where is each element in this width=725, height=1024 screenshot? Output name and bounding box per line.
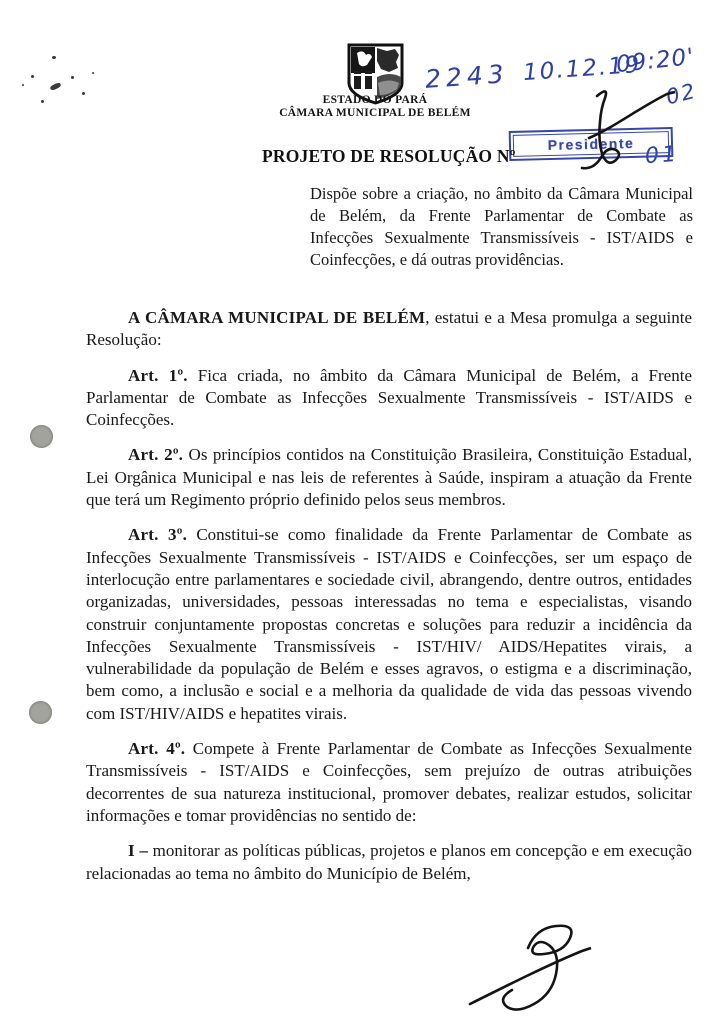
hole-punch-top: [30, 425, 53, 448]
article-1: Art. 1º. Fica criada, no âmbito da Câmara Municipal de Belém, a Frente Parlamentar de Combate as Infecções Sexualmente Transmissíveis - IST/AIDS e Coinfecções.: [86, 365, 692, 430]
preamble-paragraph: A CÂMARA MUNICIPAL DE BELÉM, estatui e a Mesa promulga a seguinte Resolução:: [86, 308, 693, 350]
handwritten-protocol-number: 2243: [424, 59, 510, 94]
resolution-body: [86, 307, 692, 898]
article-4: Art. 4º. Compete à Frente Parlamentar de Combate as Infecções Sexualmente Transmissíveis - IST/AIDS e Coinfecções, sem prejuízo de outras atribuições decorrentes de sua natureza institucional, promover debates, realizar estudos, solicitar informações e tomar providências no sentido de:: [86, 739, 692, 825]
presidente-stamp: [509, 127, 674, 161]
author-signature: [440, 920, 610, 1020]
handwritten-page-number: 02: [663, 78, 700, 110]
handwritten-stamp-note: 01: [644, 141, 680, 170]
header-chamber: CÂMARA MUNICIPAL DE BELÉM: [279, 107, 471, 119]
presidente-stamp-label: Presidente: [547, 134, 635, 154]
preamble-lead: A CÂMARA MUNICIPAL DE BELÉM: [128, 308, 426, 327]
header-state: ESTADO DO PARÁ: [322, 94, 428, 106]
handwritten-date: 10.12.19: [522, 51, 643, 87]
handwritten-time: 09:20': [614, 43, 696, 79]
article-3: Art. 3º. Constitui-se como finalidade da Frente Parlamentar de Combate as Infecções Sexualmente Transmissíveis - IST/AIDS e Coinfecções, ser um espaço de interlocução entre parlamentares e sociedade civil, abrangendo, dentre outros, entidades organizadas, universidades, pessoas interessadas no tema e especialistas, visando construir conjuntamente propostas concretas e soluções para reduzir a incidência da Infecções Sexualmente Transmissíveis - IST/HIV/ AIDS/Hepatites virais, a vulnerabilidade da população de Belém e esses agravos, o estigma e a discriminação, bem como, a inclusão e social e a melhoria da qualidade de vida das pessoas vivendo com IST/HIV/AIDS e hepatites virais.: [86, 525, 692, 723]
article-2: Art. 2º. Os princípios contidos na Constituição Brasileira, Constituição Estadual, Lei Orgânica Municipal e nas leis de referentes à Saúde, inspiram a atuação da Frente que terá um Regimento próprio definido pelos seus membros.: [86, 445, 692, 510]
document-header: [255, 94, 495, 120]
document-title: PROJETO DE RESOLUÇÃO Nº: [262, 146, 516, 166]
item-1: I – monitorar as políticas públicas, projetos e planos em concepção e em execução relacionadas ao tema no âmbito do Município de Belém,: [86, 841, 693, 883]
ementa: Dispõe sobre a criação, no âmbito da Câmara Municipal de Belém, da Frente Parlamentar de Combate as Infecções Sexualmente Transmissíveis - IST/AIDS e Coinfecções, e dá outras providências.: [310, 184, 693, 269]
hole-punch-bottom: [29, 701, 52, 724]
